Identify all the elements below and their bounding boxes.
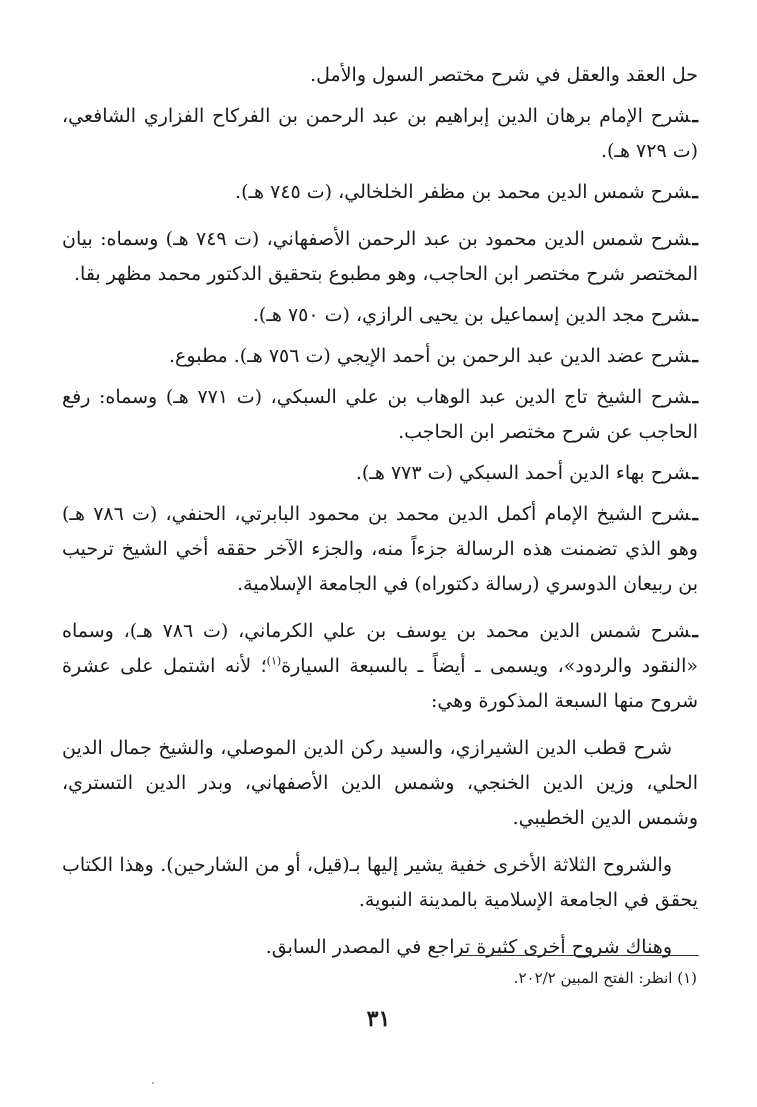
paragraph-text: شرح قطب الدين الشيرازي، والسيد ركن الدين الموصلي، والشيخ جمال الدين الحلي، وزين الدين الخنجي، وشمس الدين الأصفهاني، وبدر الدين التستري، وشمس الدين الخطيبي.: [62, 737, 698, 829]
paragraph-hall-al-aqd: [62, 58, 698, 93]
paragraph-text: شرح مجد الدين إسماعيل بن يحيى الرازي، (ت ٧٥٠ هـ).: [252, 304, 691, 326]
paragraph-seven-commentaries: [62, 731, 698, 836]
dash-marker: ـ: [692, 345, 698, 367]
page-body: [62, 58, 698, 977]
paragraph-more-commentaries: [62, 930, 698, 965]
dash-marker: ـ: [692, 228, 698, 250]
commentary-subki-taj: [62, 380, 698, 450]
footnote-reference: (١): [266, 654, 282, 668]
dash-marker: ـ: [692, 462, 698, 484]
commentary-razi: [62, 298, 698, 333]
commentary-subki-bahaa: [62, 456, 698, 491]
paragraph-text: وهناك شروح أخرى كثيرة تراجع في المصدر السابق.: [265, 936, 672, 958]
paragraph-text: شرح الشيخ الإمام أكمل الدين محمد بن محمود البابرتي، الحنفي، (ت ٧٨٦ هـ) وهو الذي تضمنت هذه الرسالة جزءاً منه، والجزء الآخر حققه أخي الشيخ ترحيب بن ربيعان الدوسري (رسالة دكتوراه) في الجامعة الإسلامية.: [62, 503, 698, 595]
page-number: ٣١: [366, 1006, 391, 1032]
footnote-text: انظر: الفتح المبين ٢٠٢/٢.: [513, 969, 673, 987]
paragraph-text: شرح شمس الدين محمد بن مظفر الخلخالي، (ت ٧٤٥ هـ).: [235, 181, 691, 203]
paragraph-text: شرح شمس الدين محمد بن يوسف بن علي الكرماني، (ت ٧٨٦ هـ)، وسماه «النقود والردود»، ويسمى ـ أيضاً ـ بالسبعة السيارة: [62, 620, 698, 677]
dash-marker: ـ: [692, 181, 698, 203]
dash-marker: ـ: [692, 105, 698, 127]
paragraph-text: شرح شمس الدين محمود بن عبد الرحمن الأصفهاني، (ت ٧٤٩ هـ) وسماه: بيان المختصر شرح مختصر ابن الحاجب، وهو مطبوع بتحقيق الدكتور محمد مظهر بقا.: [62, 228, 698, 285]
paragraph-text-continued: ؛ لأنه اشتمل على عشرة شروح منها السبعة المذكورة وهي:: [62, 655, 698, 712]
dash-marker: ـ: [692, 503, 698, 525]
commentary-iji: [62, 339, 698, 374]
commentary-fazari: [62, 99, 698, 169]
footnote: [514, 966, 697, 990]
paragraph-text: والشروح الثلاثة الأخرى خفية يشير إليها بـ(قيل، أو من الشارحين). وهذا الكتاب يحقق في الجامعة الإسلامية بالمدينة النبوية.: [62, 854, 698, 911]
paragraph-text: شرح عضد الدين عبد الرحمن بن أحمد الإيجي (ت ٧٥٦ هـ). مطبوع.: [169, 345, 691, 367]
dash-marker: ـ: [692, 386, 699, 408]
dash-marker: ـ: [692, 620, 698, 642]
footnote-number: (١): [677, 969, 697, 987]
dash-marker: ـ: [692, 304, 698, 326]
paragraph-text: شرح الإمام برهان الدين إبراهيم بن عبد الرحمن بن الفركاح الفزاري الشافعي، (ت ٧٢٩ هـ).: [62, 105, 698, 162]
paragraph-text: شرح الشيخ تاج الدين عبد الوهاب بن علي السبكي، (ت ٧٧١ هـ) وسماه: رفع الحاجب عن شرح مختصر ابن الحاجب.: [62, 386, 698, 443]
commentary-kirmani: [62, 614, 698, 719]
scan-speck: [152, 1082, 154, 1084]
footnote-separator: [457, 955, 699, 956]
commentary-isfahani: [62, 222, 698, 292]
paragraph-text: شرح بهاء الدين أحمد السبكي (ت ٧٧٣ هـ).: [355, 462, 691, 484]
commentary-babarti: [62, 497, 698, 602]
paragraph-other-three: [62, 848, 698, 918]
paragraph-text: حل العقد والعقل في شرح مختصر السول والأمل.: [310, 64, 698, 86]
commentary-khalkhali: [62, 175, 698, 210]
